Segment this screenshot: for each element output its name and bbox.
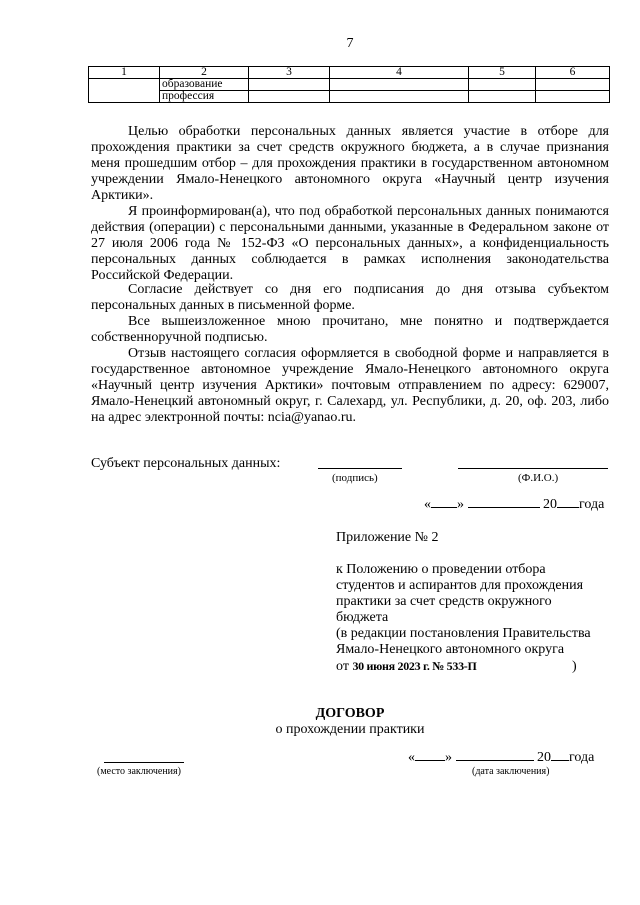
place-line[interactable]	[104, 762, 184, 763]
appendix-line: к Положению о проведении отбора	[336, 562, 546, 577]
table-cell: профессия	[160, 91, 249, 103]
day-field[interactable]	[415, 750, 445, 761]
subject-label: Субъект персональных данных:	[91, 456, 281, 471]
contract-subtitle: о прохождении практики	[275, 722, 425, 737]
month-field[interactable]	[468, 497, 540, 508]
date-open-quote: «	[424, 497, 431, 512]
year-suffix: года	[579, 497, 605, 512]
amendment-date: 30 июня 2023 г. № 533-П	[352, 659, 477, 673]
validity-paragraph: Согласие действует со дня его подписания до дня отзыва субъектом персональных данных в письменной форме.	[91, 282, 609, 313]
name-caption: (Ф.И.О.)	[518, 472, 559, 484]
year-field[interactable]	[557, 497, 579, 508]
appendix-from: от	[336, 659, 349, 674]
page-number: 7	[346, 36, 354, 51]
table-cell	[330, 91, 469, 103]
year-suffix: года	[569, 750, 595, 765]
table-cell	[249, 79, 330, 91]
table-header-row	[89, 67, 610, 79]
information-paragraph: Я проинформирован(а), что под обработкой персональных данных понимаются действия (операции) с персональными данными, указанные в Федеральном законе от 27 июля 2006 года № 152-ФЗ «О персональных данных», а конфиденциальность персональных данных соблюдается в рамках исполнения законодательства Российской Федерации.	[91, 204, 609, 283]
date-close-quote: »	[457, 497, 464, 512]
table-cell	[536, 79, 610, 91]
table-header-cell: 4	[330, 67, 469, 79]
appendix-close-paren: )	[572, 659, 577, 674]
signature-caption: (подпись)	[332, 472, 378, 484]
day-field[interactable]	[431, 497, 457, 508]
place-caption: (место заключения)	[97, 766, 181, 777]
date-close-quote: »	[445, 750, 452, 765]
appendix-reference	[336, 562, 611, 675]
contract-title: ДОГОВОР	[315, 706, 385, 721]
name-line[interactable]	[458, 468, 608, 469]
month-field[interactable]	[456, 750, 534, 761]
table-cell	[469, 91, 536, 103]
appendix-amendment-line	[336, 658, 611, 675]
date-open-quote: «	[408, 750, 415, 765]
contract-date	[408, 750, 594, 766]
acknowledgement-paragraph: Все вышеизложенное мною прочитано, мне понятно и подтверждается собственноручной подписью.	[91, 314, 609, 345]
personal-data-table	[88, 66, 610, 103]
appendix-line: студентов и аспирантов для прохождения	[336, 578, 584, 593]
table-cell	[89, 79, 160, 103]
table-cell	[330, 79, 469, 91]
appendix-line: (в редакции постановления Правительства	[336, 626, 591, 641]
table-header-cell: 3	[249, 67, 330, 79]
appendix-line: Ямало-Ненецкого автономного округа	[336, 642, 565, 657]
table-cell	[249, 91, 330, 103]
table-row	[89, 91, 610, 103]
appendix-line: бюджета	[336, 610, 389, 625]
year-prefix: 20	[543, 497, 557, 512]
table-header-cell: 5	[469, 67, 536, 79]
table-row	[89, 79, 610, 91]
withdrawal-paragraph: Отзыв настоящего согласия оформляется в свободной форме и направляется в государственное автономное учреждение Ямало-Ненецкого автономного округа «Научный центр изучения Арктики» почтовым отправлением по адресу: 629007, Ямало-Ненецкий автономный округ, г. Салехард, ул. Республики, д. 20, оф. 203, либо на адрес электронной почты: ncia@yanao.ru.	[91, 346, 609, 425]
appendix-title: Приложение № 2	[336, 530, 439, 545]
year-prefix: 20	[537, 750, 551, 765]
signature-date	[424, 497, 604, 513]
purpose-paragraph: Целью обработки персональных данных является участие в отборе для прохождения практики за счет средств окружного бюджета, а в случае признания меня прошедшим отбор – для прохождения практики в государственном автономном учреждении Ямало-Ненецкого автономного округа «Научный центр изучения Арктики».	[91, 124, 609, 203]
table-header-cell: 6	[536, 67, 610, 79]
table-header-cell: 2	[160, 67, 249, 79]
table-cell: образование	[160, 79, 249, 91]
signature-line[interactable]	[318, 468, 402, 469]
table-cell	[469, 79, 536, 91]
year-field[interactable]	[551, 750, 569, 761]
table-header-cell: 1	[89, 67, 160, 79]
appendix-line: практики за счет средств окружного	[336, 594, 552, 609]
table-cell	[536, 91, 610, 103]
date-caption: (дата заключения)	[472, 766, 550, 777]
